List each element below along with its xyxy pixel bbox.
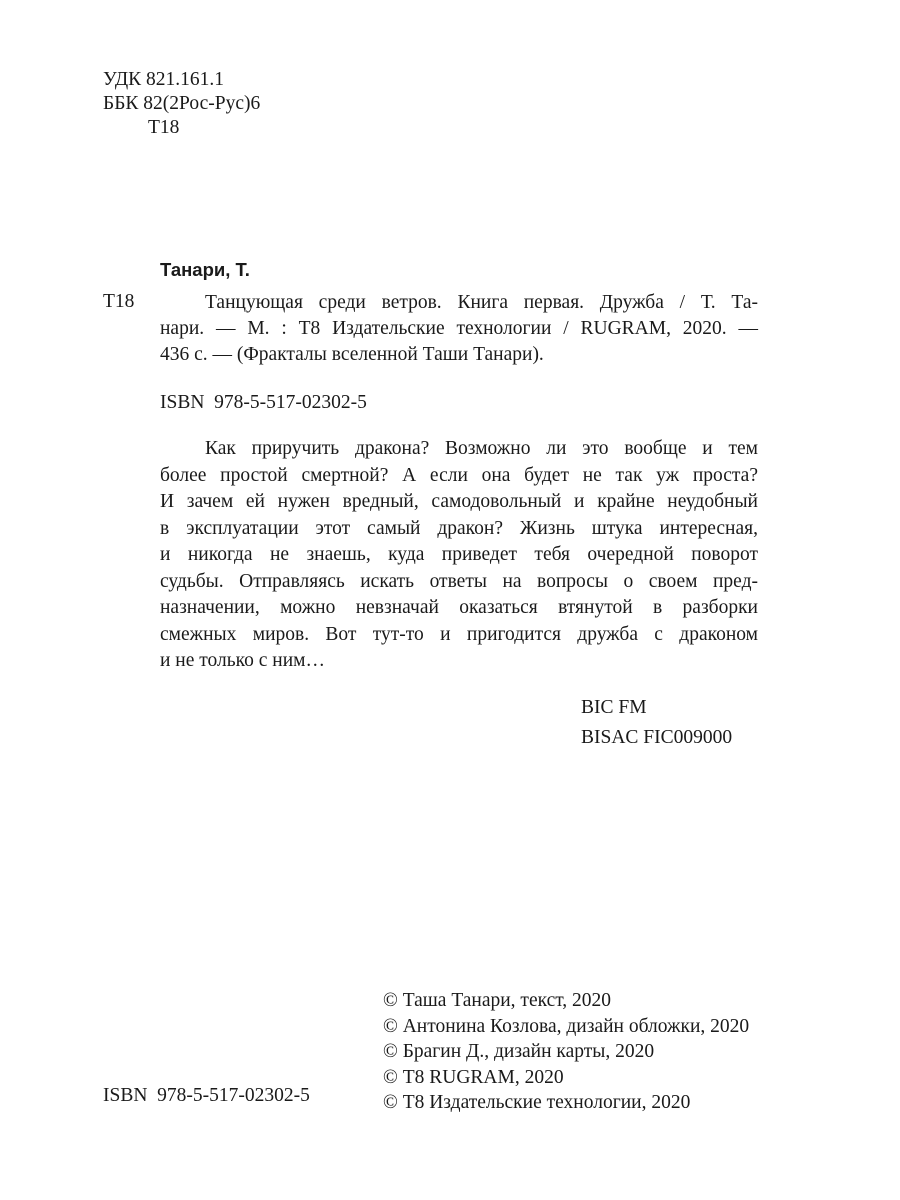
annotation-line: назначении, можно невзначай оказаться втянутой в разборки: [160, 597, 758, 618]
classification-block: [103, 68, 260, 140]
copyright-line: © Брагин Д., дизайн карты, 2020: [383, 1041, 655, 1062]
copyright-block: [383, 988, 749, 1116]
annotation: [160, 436, 758, 675]
annotation-line: и не только с ним…: [160, 650, 326, 671]
copyright-line: © Таша Танари, текст, 2020: [383, 990, 612, 1011]
annotation-line: и никогда не знаешь, куда приведет тебя очередной поворот: [160, 544, 758, 565]
isbn-entry: [160, 392, 367, 414]
isbn-text: ISBN 978-5-517-02302-5: [103, 1085, 310, 1106]
copyright-line: © Антонина Козлова, дизайн обложки, 2020: [383, 1015, 750, 1037]
subject-codes: [581, 693, 732, 753]
author-cipher: Т18: [103, 291, 135, 312]
entry-line: нари. — М. : Т8 Издательские технологии / RUGRAM, 2020. —: [160, 318, 758, 339]
entry-line: Танцующая среди ветров. Книга первая. Дружба / Т. Та-: [205, 292, 758, 313]
copyright-line: © Т8 RUGRAM, 2020: [383, 1066, 564, 1088]
annotation-line: судьбы. Отправляясь искать ответы на вопросы о своем пред-: [160, 570, 758, 592]
bisac-code: BISAC FIC009000: [581, 727, 733, 748]
entry-author: Танари, Т.: [160, 259, 250, 280]
annotation-line: в эксплуатации этот самый дракон? Жизнь штука интересная,: [160, 517, 758, 539]
bic-code: BIC FM: [581, 697, 647, 718]
bibliographic-entry: [160, 258, 758, 368]
annotation-line: более простой смертной? А если она будет не так уж проста?: [160, 464, 758, 486]
copyright-line: © Т8 Издательские технологии, 2020: [383, 1092, 691, 1113]
annotation-line: смежных миров. Вот тут-то и пригодится дружба с драконом: [160, 623, 758, 645]
isbn-footer: [103, 1085, 310, 1107]
annotation-line: Как приручить дракона? Возможно ли это вообще и тем: [205, 438, 758, 459]
author-mark: Т18: [148, 117, 180, 138]
entry-line: 436 с. — (Фракталы вселенной Таши Танари).: [160, 344, 544, 365]
annotation-line: И зачем ей нужен вредный, самодовольный и крайне неудобный: [160, 491, 758, 512]
bbk-code: ББК 82(2Рос-Рус)6: [103, 93, 261, 114]
isbn-text: ISBN 978-5-517-02302-5: [160, 392, 367, 413]
udk-code: УДК 821.161.1: [103, 69, 225, 90]
